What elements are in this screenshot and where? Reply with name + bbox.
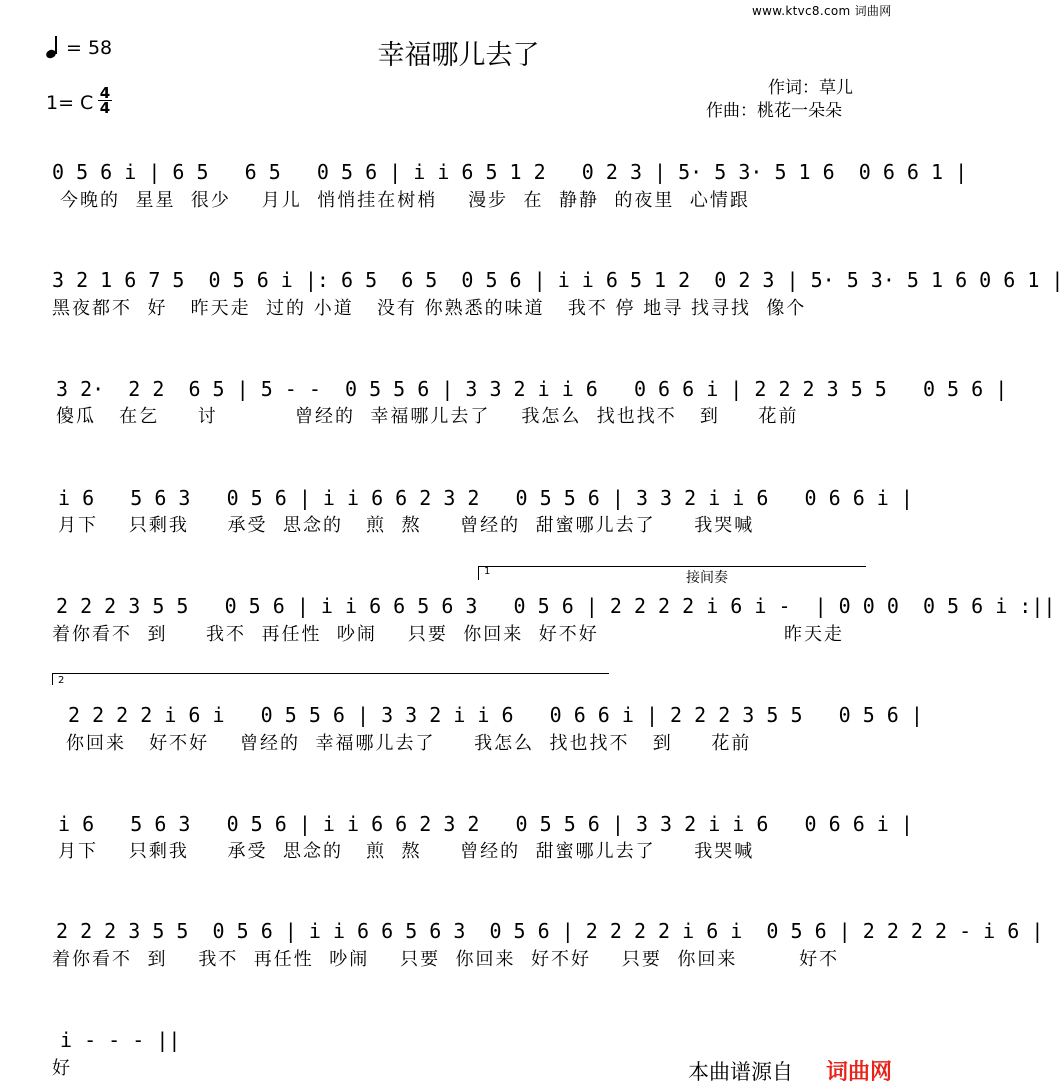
score-lyrics-row: 着你看不 到 我不 再任性 吵闹 只要 你回来 好不好 只要 你回来 好不 [52,949,840,970]
lyricist-credit: 作词：草儿 [768,78,853,98]
meter-bottom: 4 [99,99,111,117]
score-notes-row: i 6 5 6 3 0 5 6 | i i 6 6 2 3 2 0 5 5 6 | 3 3 2 i i 6 0 6 6 i | [58,812,913,836]
time-signature [98,86,112,115]
interlude-label: 接间奏 [686,570,728,586]
source-credit: 本曲谱源自 [688,1060,793,1084]
score-notes-row: 3 2 1 6 7 5 0 5 6 i |: 6 5 6 5 0 5 6 | i i 6 5 1 2 0 2 3 | 5· 5 3· 5 1 6 0 6 1 | [52,268,1063,292]
volta-bracket-tick [52,673,53,685]
score-lyrics-row: 黑夜都不 好 昨天走 过的 小道 没有 你熟悉的味道 我不 停 地寻 找寻找 像个 [52,298,807,319]
score-notes-row: 2 2 2 3 5 5 0 5 6 | i i 6 6 5 6 3 0 5 6 | 2 2 2 2 i 6 i 0 5 6 | 2 2 2 2 - i 6 | [56,919,1044,943]
score-notes-row: 2 2 2 2 i 6 i 0 5 5 6 | 3 3 2 i i 6 0 6 6 i | 2 2 2 3 5 5 0 5 6 | [68,703,923,727]
volta-number: 2 [58,675,65,686]
score-lyrics-row: 月下 只剩我 承受 思念的 煎 熬 曾经的 甜蜜哪儿去了 我哭喊 [58,841,755,862]
score-lyrics-row: 好 [52,1058,72,1079]
score-lyrics-row: 今晚的 星星 很少 月儿 悄悄挂在树梢 漫步 在 静静 的夜里 心情跟 [60,190,750,211]
volta-bracket-tick [478,566,479,580]
score-notes-row: i 6 5 6 3 0 5 6 | i i 6 6 2 3 2 0 5 5 6 | 3 3 2 i i 6 0 6 6 i | [58,486,913,510]
volta-bracket [52,673,609,674]
song-title: 幸福哪儿去了 [377,40,540,71]
score-lyrics-row: 你回来 好不好 曾经的 幸福哪儿去了 我怎么 找也找不 到 花前 [66,733,752,754]
score-notes-row: 2 2 2 3 5 5 0 5 6 | i i 6 6 5 6 3 0 5 6 | 2 2 2 2 i 6 i - | 0 0 0 0 5 6 i :|| [56,594,1056,618]
score-notes-row: 3 2· 2 2 6 5 | 5 - - 0 5 5 6 | 3 3 2 i i 6 0 6 6 i | 2 2 2 3 5 5 0 5 6 | [56,377,1008,401]
volta-bracket [478,566,866,567]
tempo-value: = 58 [66,37,113,59]
score-notes-row: 0 5 6 i | 6 5 6 5 0 5 6 | i i 6 5 1 2 0 2 3 | 5· 5 3· 5 1 6 0 6 6 1 | [52,160,968,184]
key-signature: 1= C [46,92,94,114]
meter-top: 4 [99,84,111,102]
score-notes-row: i - - - || [60,1028,181,1052]
score-lyrics-row: 着你看不 到 我不 再任性 吵闹 只要 你回来 好不好 昨天走 [52,624,845,645]
composer-credit: 作曲：桃花一朵朵 [706,101,842,121]
score-lyrics-row: 傻瓜 在乞 讨 曾经的 幸福哪儿去了 我怎么 找也找不 到 花前 [56,406,799,427]
site-watermark: www.ktvc8.com 词曲网 [752,4,892,18]
volta-number: 1 [484,566,491,577]
brand-logo: 词曲网 [826,1060,893,1085]
score-lyrics-row: 月下 只剩我 承受 思念的 煎 熬 曾经的 甜蜜哪儿去了 我哭喊 [58,515,755,536]
